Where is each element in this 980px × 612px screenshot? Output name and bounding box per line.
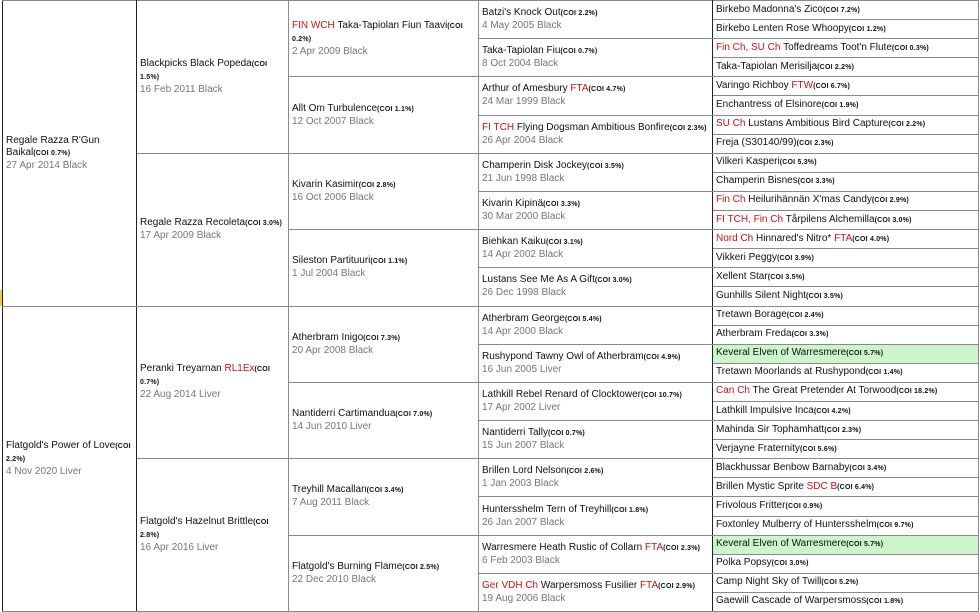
ancestor-birth-colour: 7 Aug 2011 Black bbox=[292, 497, 370, 509]
ancestor-cell-gen4-15 bbox=[479, 573, 713, 611]
ancestor-titles: Can Ch bbox=[716, 385, 750, 397]
ancestor-name-link[interactable]: Peranki Treyarnan bbox=[140, 363, 222, 375]
coi-value: (COI 1.2%) bbox=[848, 25, 886, 33]
ancestor-name-link[interactable]: Birkebo Lenten Rose Whoopy bbox=[716, 22, 849, 34]
coi-value: (COI 10.7%) bbox=[640, 391, 683, 399]
ancestor-name-link[interactable]: Taka-Tapiolan Fiu bbox=[482, 45, 561, 57]
ancestor-name-link[interactable]: Arthur of Amesbury bbox=[482, 83, 568, 95]
ancestor-cell-gen5-24 bbox=[713, 459, 979, 478]
ancestor-name-link[interactable]: Gunhills Silent Night bbox=[716, 289, 807, 301]
ancestor-cell-gen4-2 bbox=[479, 77, 713, 115]
coi-value: (COI 2.2%) bbox=[6, 442, 131, 463]
ancestor-name-link[interactable]: Champerin Bisnes bbox=[716, 175, 798, 187]
ancestor-cell-gen3-7 bbox=[289, 535, 479, 611]
ancestor-name-link[interactable]: Kivarin Kipinä bbox=[482, 198, 544, 210]
coi-value: (COI 3.1%) bbox=[545, 239, 583, 247]
ancestor-cell-gen5-27 bbox=[713, 516, 979, 535]
coi-value: (COI 2.2%) bbox=[560, 10, 598, 18]
coi-value: (COI 2.8%) bbox=[140, 519, 269, 540]
ancestor-name-link[interactable]: Heilurihännän X'mas Candy bbox=[748, 194, 872, 206]
ancestor-name-link[interactable]: Freja (S30140/99) bbox=[716, 137, 797, 149]
ancestor-name-link[interactable]: Hinnared's Nitro* bbox=[756, 232, 832, 244]
ancestor-cell-gen4-7 bbox=[479, 268, 713, 306]
coi-value: (COI 1.8%) bbox=[866, 598, 904, 606]
ancestor-name-link[interactable]: Batzi's Knock Out bbox=[482, 7, 561, 19]
ancestor-titles: FI TCH bbox=[482, 121, 515, 133]
ancestor-titles: FI TCH, Fin Ch bbox=[716, 213, 784, 225]
ancestor-cell-gen5-31 bbox=[713, 592, 979, 611]
ancestor-name-link[interactable]: Vikkeri Peggy bbox=[716, 251, 777, 263]
ancestor-suffix-titles: FTW bbox=[791, 79, 814, 91]
ancestor-cell-gen5-26 bbox=[713, 497, 979, 516]
coi-value: (COI 2.3%) bbox=[669, 124, 707, 132]
ancestor-birth-colour: 14 Apr 2002 Black bbox=[482, 249, 564, 261]
coi-value: (COI 5.7%) bbox=[846, 350, 884, 358]
coi-value: (COI 0.9%) bbox=[785, 502, 823, 510]
ancestor-birth-colour: 12 Oct 2007 Black bbox=[292, 115, 374, 127]
ancestor-birth-colour: 21 Jun 1998 Black bbox=[482, 172, 565, 184]
ancestor-birth-colour: 16 Oct 2006 Black bbox=[292, 191, 374, 203]
ancestor-cell-gen2-3 bbox=[137, 459, 289, 612]
ancestor-birth-colour: 16 Feb 2011 Black bbox=[140, 83, 223, 95]
ancestor-cell-gen3-4 bbox=[289, 306, 479, 382]
ancestor-cell-gen5-5 bbox=[713, 96, 979, 115]
ancestor-name-link[interactable]: Tårpilens Alchemilla bbox=[785, 213, 875, 225]
ancestor-suffix-titles: FTA bbox=[834, 232, 853, 244]
ancestor-birth-colour: 15 Jun 2007 Black bbox=[482, 440, 565, 452]
ancestor-name-link[interactable]: Brillen Mystic Sprite bbox=[716, 480, 804, 492]
coi-value: (COI 5.3%) bbox=[779, 159, 817, 167]
ancestor-cell-gen5-4 bbox=[713, 77, 979, 96]
ancestor-cell-gen4-6 bbox=[479, 230, 713, 268]
ancestor-birth-colour: 8 Oct 2004 Black bbox=[482, 58, 559, 70]
coi-value: (COI 6.7%) bbox=[813, 82, 851, 90]
ancestor-name-link[interactable]: Flatgold's Burning Flame bbox=[292, 560, 403, 572]
coi-value: (COI 2.2%) bbox=[817, 63, 855, 71]
ancestor-birth-colour: 26 Dec 1998 Black bbox=[482, 287, 566, 299]
ancestor-name-link[interactable]: Flatgold's Hazelnut Brittle bbox=[140, 516, 254, 528]
ancestor-cell-gen3-0 bbox=[289, 1, 479, 77]
ancestor-cell-gen5-15 bbox=[713, 287, 979, 306]
ancestor-name-link[interactable]: Camp Night Sky of Twill bbox=[716, 576, 822, 588]
coi-value: (COI 4.9%) bbox=[643, 353, 681, 361]
coi-value: (COI 3.3%) bbox=[543, 201, 581, 209]
coi-value: (COI 3.4%) bbox=[366, 487, 404, 495]
coi-value: (COI 4.7%) bbox=[588, 86, 626, 94]
ancestor-birth-colour: 6 Feb 2003 Black bbox=[482, 554, 560, 566]
ancestor-cell-gen4-4 bbox=[479, 153, 713, 191]
ancestor-name-link[interactable]: Mahinda Sir Tophamhatt bbox=[716, 423, 825, 435]
coi-value: (COI 0.3%) bbox=[891, 44, 929, 52]
coi-value: (COI 18.2%) bbox=[896, 388, 938, 396]
ancestor-cell-gen2-1 bbox=[137, 153, 289, 306]
ancestor-cell-gen4-11 bbox=[479, 421, 713, 459]
coi-value: (COI 4.0%) bbox=[852, 235, 890, 243]
ancestor-birth-colour: 17 Apr 2009 Black bbox=[140, 230, 222, 242]
pedigree-table bbox=[2, 0, 979, 612]
ancestor-name-link[interactable]: Xellent Star bbox=[716, 270, 768, 282]
ancestor-name-link[interactable]: Keveral Elven of Warresmere bbox=[716, 538, 847, 550]
ancestor-name-link[interactable]: Lathkill Rebel Renard of Clocktower bbox=[482, 388, 641, 400]
ancestor-birth-colour: 24 Mar 1999 Black bbox=[482, 96, 566, 108]
coi-value: (COI 2.6%) bbox=[566, 468, 604, 476]
ancestor-name-link[interactable]: Tretawn Borage bbox=[716, 309, 787, 321]
ancestor-cell-gen5-8 bbox=[713, 153, 979, 172]
ancestor-cell-gen5-6 bbox=[713, 115, 979, 134]
coi-value: (COI 3.5%) bbox=[767, 273, 805, 281]
coi-value: (COI 5.4%) bbox=[564, 315, 602, 323]
ancestor-cell-gen5-11 bbox=[713, 211, 979, 230]
ancestor-name-link[interactable]: Keveral Elven of Warresmere bbox=[716, 347, 847, 359]
coi-value: (COI 7.3%) bbox=[363, 334, 401, 342]
ancestor-cell-gen4-0 bbox=[479, 1, 713, 39]
ancestor-birth-colour: 16 Jun 2005 Liver bbox=[482, 363, 562, 375]
coi-value: (COI 1.8%) bbox=[611, 506, 649, 514]
ancestor-name-link[interactable]: Champerin Disk Jockey bbox=[482, 159, 588, 171]
ancestor-birth-colour: 26 Jan 2007 Black bbox=[482, 516, 565, 528]
ancestor-suffix-titles: FTA bbox=[570, 83, 589, 95]
coi-value: (COI 2.8%) bbox=[358, 181, 396, 189]
ancestor-name-link[interactable]: Lustans See Me As A Gift bbox=[482, 274, 595, 286]
ancestor-birth-colour: 22 Aug 2014 Liver bbox=[140, 389, 221, 401]
ancestor-cell-gen4-8 bbox=[479, 306, 713, 344]
ancestor-birth-colour: 1 Jul 2004 Black bbox=[292, 268, 366, 280]
ancestor-birth-colour: 14 Jun 2010 Liver bbox=[292, 421, 372, 433]
coi-value: (COI 6.4%) bbox=[837, 483, 875, 491]
ancestor-birth-colour: 20 Apr 2008 Black bbox=[292, 344, 374, 356]
ancestor-name-link[interactable]: Flying Dogsman Ambitious Bonfire bbox=[516, 121, 670, 133]
coi-value: (COI 5.7%) bbox=[846, 541, 884, 549]
ancestor-birth-colour: 4 May 2005 Black bbox=[482, 20, 562, 32]
ancestor-birth-colour: 14 Apr 2000 Black bbox=[482, 325, 564, 337]
ancestor-birth-colour: 17 Apr 2002 Liver bbox=[482, 401, 561, 413]
ancestor-cell-gen5-14 bbox=[713, 268, 979, 287]
ancestor-name-link[interactable]: Lathkill Impulsive Inca bbox=[716, 404, 814, 416]
coi-value: (COI 2.9%) bbox=[658, 582, 696, 590]
ancestor-name-link[interactable]: Atherbram Freda bbox=[716, 328, 792, 340]
coi-value: (COI 1.1%) bbox=[370, 258, 408, 266]
ancestor-cell-gen5-2 bbox=[713, 39, 979, 58]
ancestor-name-link[interactable]: Birkebo Madonna's Zico bbox=[716, 3, 823, 15]
coi-value: (COI 4.2%) bbox=[813, 407, 851, 415]
ancestor-name-link[interactable]: The Great Pretender At Torwood bbox=[752, 385, 897, 397]
ancestor-cell-gen5-3 bbox=[713, 58, 979, 77]
ancestor-name-link[interactable]: Blackpicks Black Popeda bbox=[140, 57, 252, 69]
coi-value: (COI 1.5%) bbox=[140, 60, 268, 81]
ancestor-cell-gen5-19 bbox=[713, 363, 979, 382]
ancestor-titles: Fin Ch, SU Ch bbox=[716, 41, 781, 53]
ancestor-cell-gen5-22 bbox=[713, 421, 979, 440]
ancestor-name-link[interactable]: Frivolous Fritter bbox=[716, 499, 786, 511]
ancestor-suffix-titles: RL1Ex bbox=[224, 363, 255, 375]
ancestor-cell-gen5-17 bbox=[713, 325, 979, 344]
ancestor-name-link[interactable]: Taka-Tapiolan Merisilja bbox=[716, 60, 818, 72]
ancestor-name-link[interactable]: Regale Razza R'Gun Baikal bbox=[6, 134, 100, 158]
coi-value: (COI 2.9%) bbox=[871, 197, 909, 205]
ancestor-suffix-titles: FTA bbox=[640, 579, 659, 591]
ancestor-cell-gen5-1 bbox=[713, 20, 979, 39]
ancestor-name-link[interactable]: Regale Razza Recoleta bbox=[140, 217, 246, 229]
ancestor-cell-gen5-25 bbox=[713, 478, 979, 497]
ancestor-name-link[interactable]: Atherbram George bbox=[482, 312, 565, 324]
coi-value: (COI 2.3%) bbox=[824, 426, 862, 434]
ancestor-cell-gen1-0 bbox=[3, 1, 137, 307]
coi-value: (COI 2.3%) bbox=[796, 140, 834, 148]
coi-value: (COI 3.5%) bbox=[806, 292, 844, 300]
ancestor-name-link[interactable]: Allt Om Turbulence bbox=[292, 102, 378, 114]
ancestor-name-link[interactable]: Foxtonley Mulberry of Huntersshelm bbox=[716, 519, 877, 531]
ancestor-cell-gen5-12 bbox=[713, 230, 979, 249]
ancestor-cell-gen4-3 bbox=[479, 115, 713, 153]
ancestor-titles: SU Ch bbox=[716, 118, 746, 130]
ancestor-cell-gen5-18 bbox=[713, 344, 979, 363]
ancestor-birth-colour: 27 Apr 2014 Black bbox=[6, 159, 88, 171]
ancestor-name-link[interactable]: Blackhussar Benbow Barnaby bbox=[716, 461, 850, 473]
coi-value: (COI 0.7%) bbox=[547, 430, 585, 438]
ancestor-suffix-titles: SDC B bbox=[806, 480, 838, 492]
ancestor-name-link[interactable]: Rushypond Tawny Owl of Atherbram bbox=[482, 350, 644, 362]
ancestor-cell-gen2-2 bbox=[137, 306, 289, 459]
ancestor-cell-gen5-0 bbox=[713, 1, 979, 20]
ancestor-name-link[interactable]: Flatgold's Power of Love bbox=[6, 439, 116, 451]
coi-value: (COI 7.2%) bbox=[822, 6, 860, 14]
ancestor-cell-gen4-14 bbox=[479, 535, 713, 573]
coi-value: (COI 5.6%) bbox=[799, 445, 837, 453]
coi-value: (COI 2.3%) bbox=[663, 544, 701, 552]
coi-value: (COI 3.0%) bbox=[245, 220, 283, 228]
ancestor-cell-gen5-16 bbox=[713, 306, 979, 325]
ancestor-cell-gen5-30 bbox=[713, 573, 979, 592]
ancestor-titles: Ger VDH Ch bbox=[482, 579, 539, 591]
ancestor-name-link[interactable]: Gaewill Cascade of Warpersmoss bbox=[716, 595, 867, 607]
coi-value: (COI 3.4%) bbox=[849, 464, 887, 472]
ancestor-cell-gen5-13 bbox=[713, 249, 979, 268]
ancestor-birth-colour: 1 Jan 2003 Black bbox=[482, 478, 559, 490]
ancestor-name-link[interactable]: Atherbram Inigo bbox=[292, 331, 364, 343]
coi-value: (COI 3.3%) bbox=[791, 331, 829, 339]
ancestor-cell-gen4-13 bbox=[479, 497, 713, 535]
coi-value: (COI 0.7%) bbox=[560, 48, 598, 56]
ancestor-cell-gen5-20 bbox=[713, 382, 979, 401]
ancestor-name-link[interactable]: Vilkeri Kasperi bbox=[716, 156, 780, 168]
ancestor-name-link[interactable]: Brillen Lord Nelson bbox=[482, 465, 567, 477]
ancestor-birth-colour: 30 Mar 2000 Black bbox=[482, 211, 566, 223]
ancestor-birth-colour: 19 Aug 2006 Black bbox=[482, 592, 566, 604]
ancestor-cell-gen4-10 bbox=[479, 382, 713, 420]
coi-value: (COI 2.4%) bbox=[786, 312, 824, 320]
ancestor-name-link[interactable]: Kivarin Kasimir bbox=[292, 178, 359, 190]
ancestor-birth-colour: 26 Apr 2004 Black bbox=[482, 134, 564, 146]
coi-value: (COI 1.1%) bbox=[377, 105, 415, 113]
ancestor-name-link[interactable]: Treyhill Macallan bbox=[292, 484, 367, 496]
ancestor-birth-colour: 22 Dec 2010 Black bbox=[292, 573, 376, 585]
ancestor-cell-gen5-29 bbox=[713, 554, 979, 573]
ancestor-name-link[interactable]: Tretawn Moorlands at Rushypond bbox=[716, 366, 866, 378]
coi-value: (COI 3.5%) bbox=[587, 162, 625, 170]
ancestor-name-link[interactable]: Verjayne Fraternity bbox=[716, 442, 800, 454]
ancestor-cell-gen4-1 bbox=[479, 39, 713, 77]
ancestor-name-link[interactable]: Toffedreams Toot'n Flute bbox=[783, 41, 892, 53]
coi-value: (COI 9.7%) bbox=[876, 522, 914, 530]
ancestor-name-link[interactable]: Taka-Tapiolan Fiun Taavi bbox=[337, 19, 448, 31]
ancestor-titles: FIN WCH bbox=[292, 19, 335, 31]
ancestor-name-link[interactable]: Warpersmoss Fusilier bbox=[540, 579, 638, 591]
coi-value: (COI 7.0%) bbox=[395, 411, 433, 419]
ancestor-cell-gen3-2 bbox=[289, 153, 479, 229]
ancestor-cell-gen2-0 bbox=[137, 1, 289, 154]
ancestor-cell-gen4-9 bbox=[479, 344, 713, 382]
ancestor-name-link[interactable]: Huntersshelm Tern of Treyhill bbox=[482, 503, 612, 515]
ancestor-name-link[interactable]: Warresmere Heath Rustic of Collarn bbox=[482, 541, 643, 553]
ancestor-cell-gen3-1 bbox=[289, 77, 479, 153]
coi-value: (COI 3.9%) bbox=[776, 254, 814, 262]
coi-value: (COI 3.0%) bbox=[771, 560, 809, 568]
coi-value: (COI 1.4%) bbox=[865, 369, 903, 377]
ancestor-name-link[interactable]: Lustans Ambitious Bird Capture bbox=[748, 118, 889, 130]
coi-value: (COI 2.5%) bbox=[402, 563, 440, 571]
coi-value: (COI 3.0%) bbox=[594, 277, 632, 285]
ancestor-cell-gen5-9 bbox=[713, 172, 979, 191]
coi-value: (COI 0.7%) bbox=[33, 149, 71, 157]
ancestor-cell-gen4-12 bbox=[479, 459, 713, 497]
ancestor-cell-gen4-5 bbox=[479, 191, 713, 229]
ancestor-cell-gen3-5 bbox=[289, 382, 479, 458]
coi-value: (COI 1.9%) bbox=[821, 102, 859, 110]
ancestor-cell-gen5-21 bbox=[713, 401, 979, 420]
ancestor-birth-colour: 2 Apr 2009 Black bbox=[292, 45, 368, 57]
ancestor-name-link[interactable]: Nantiderri Cartimandua bbox=[292, 408, 396, 420]
ancestor-cell-gen3-6 bbox=[289, 459, 479, 535]
coi-value: (COI 2.2%) bbox=[888, 121, 926, 129]
ancestor-name-link[interactable]: Varingo Richboy bbox=[716, 79, 789, 91]
ancestor-titles: Nord Ch bbox=[716, 232, 754, 244]
ancestor-cell-gen3-3 bbox=[289, 230, 479, 306]
coi-value: (COI 0.2%) bbox=[292, 22, 463, 43]
ancestor-name-link[interactable]: Nantiderri Tally bbox=[482, 427, 548, 439]
ancestor-suffix-titles: FTA bbox=[645, 541, 664, 553]
ancestor-name-link[interactable]: Enchantress of Elsinore bbox=[716, 99, 822, 111]
ancestor-name-link[interactable]: Polka Popsy bbox=[716, 557, 772, 569]
ancestor-name-link[interactable]: Biehkan Kaiku bbox=[482, 236, 546, 248]
ancestor-birth-colour: 16 Apr 2016 Liver bbox=[140, 542, 219, 554]
coi-value: (COI 3.3%) bbox=[797, 178, 835, 186]
ancestor-cell-gen5-23 bbox=[713, 440, 979, 459]
ancestor-titles: Fin Ch bbox=[716, 194, 746, 206]
ancestor-name-link[interactable]: Sileston Partituuri bbox=[292, 255, 371, 267]
coi-value: (COI 3.0%) bbox=[874, 216, 912, 224]
ancestor-cell-gen5-7 bbox=[713, 134, 979, 153]
ancestor-cell-gen1-1 bbox=[3, 306, 137, 612]
ancestor-cell-gen5-10 bbox=[713, 191, 979, 210]
coi-value: (COI 5.2%) bbox=[821, 579, 859, 587]
ancestor-cell-gen5-28 bbox=[713, 535, 979, 554]
ancestor-birth-colour: 4 Nov 2020 Liver bbox=[6, 465, 82, 477]
coi-value: (COI 0.7%) bbox=[140, 366, 271, 387]
